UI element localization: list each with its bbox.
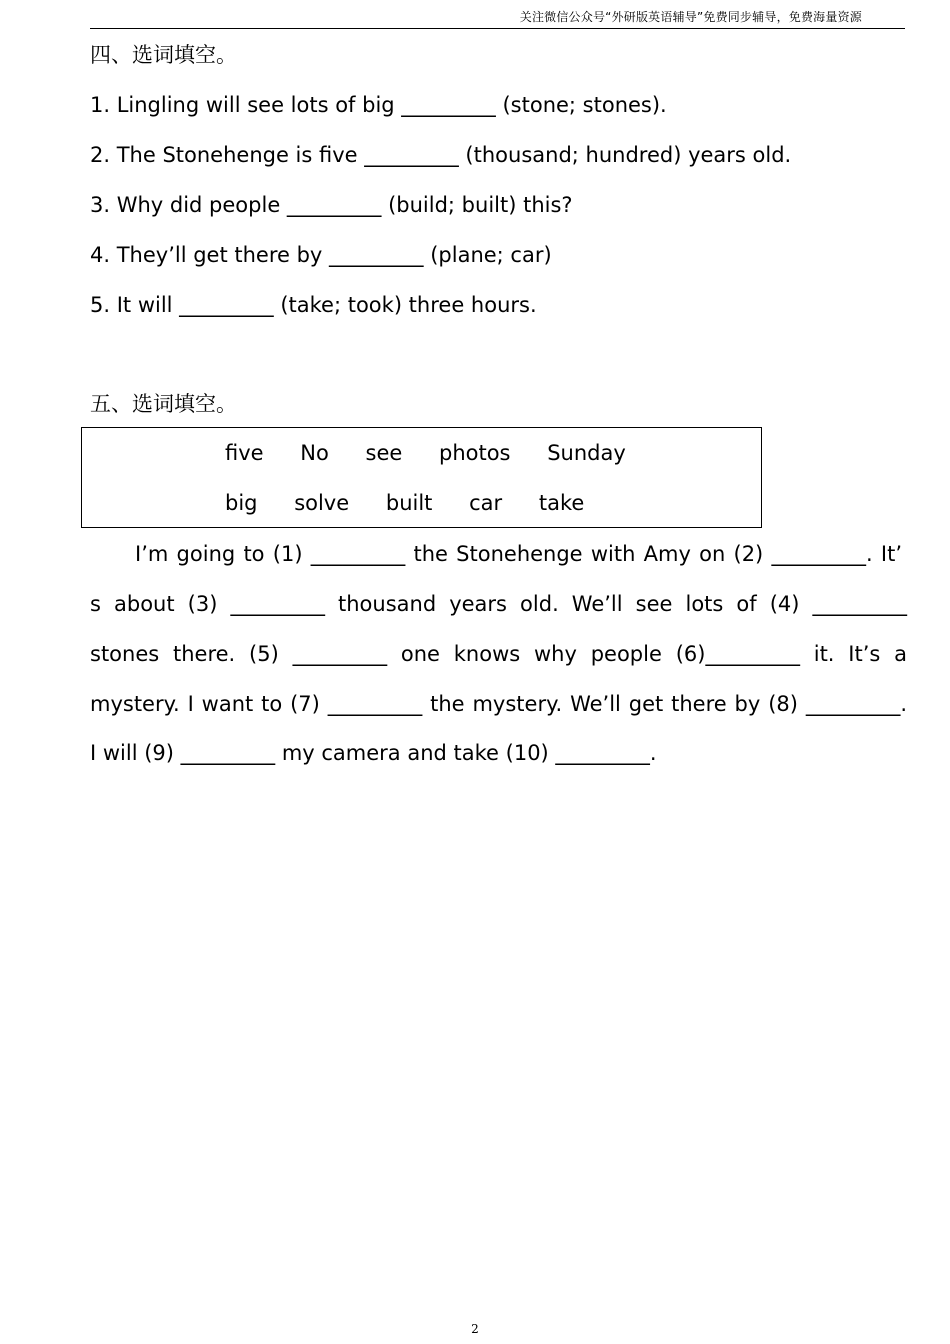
section-4-item-1: 1. Lingling will see lots of big _________ (stone; stones). [90, 93, 667, 117]
word-option: No [300, 441, 329, 465]
word-option: car [469, 491, 503, 515]
header-rule [90, 28, 905, 29]
word-box [81, 427, 762, 528]
word-option: built [385, 491, 433, 515]
section-5-title: 五、选词填空。 [90, 392, 237, 416]
section-4-item-2: 2. The Stonehenge is five _________ (thousand; hundred) years old. [90, 143, 792, 167]
passage-line-2: s about (3) _________ thousand years old. We’ll see lots of (4) _________ [90, 592, 907, 616]
header-text: 关注微信公众号“外研版英语辅导”免费同步辅导，免费海量资源 [519, 10, 862, 24]
passage-line-4: mystery. I want to (7) _________ the mystery. We’ll get there by (8) _________. [90, 692, 907, 716]
word-option: Sunday [547, 441, 626, 465]
word-option: see [365, 441, 403, 465]
word-option: photos [438, 441, 511, 465]
passage-line-3: stones there. (5) _________ one knows why people (6)_________ it. It’s a [90, 642, 907, 666]
word-option: take [538, 491, 585, 515]
section-4-item-5: 5. It will _________ (take; took) three hours. [90, 293, 537, 317]
word-option: big [225, 491, 258, 515]
word-option: solve [294, 491, 350, 515]
word-option: five [225, 441, 264, 465]
passage-line-5: I will (9) _________ my camera and take (10) _________. [90, 741, 657, 765]
word-box-row-2 [225, 488, 614, 518]
section-4-title: 四、选词填空。 [90, 43, 237, 67]
section-4-item-4: 4. They’ll get there by _________ (plane; car) [90, 243, 552, 267]
passage-line-1: I’m going to (1) _________ the Stonehenge with Amy on (2) _________. It’ [135, 542, 902, 566]
word-box-row-1 [225, 438, 656, 468]
section-4-item-3: 3. Why did people _________ (build; built) this? [90, 193, 573, 217]
page-number: 2 [471, 1322, 479, 1336]
